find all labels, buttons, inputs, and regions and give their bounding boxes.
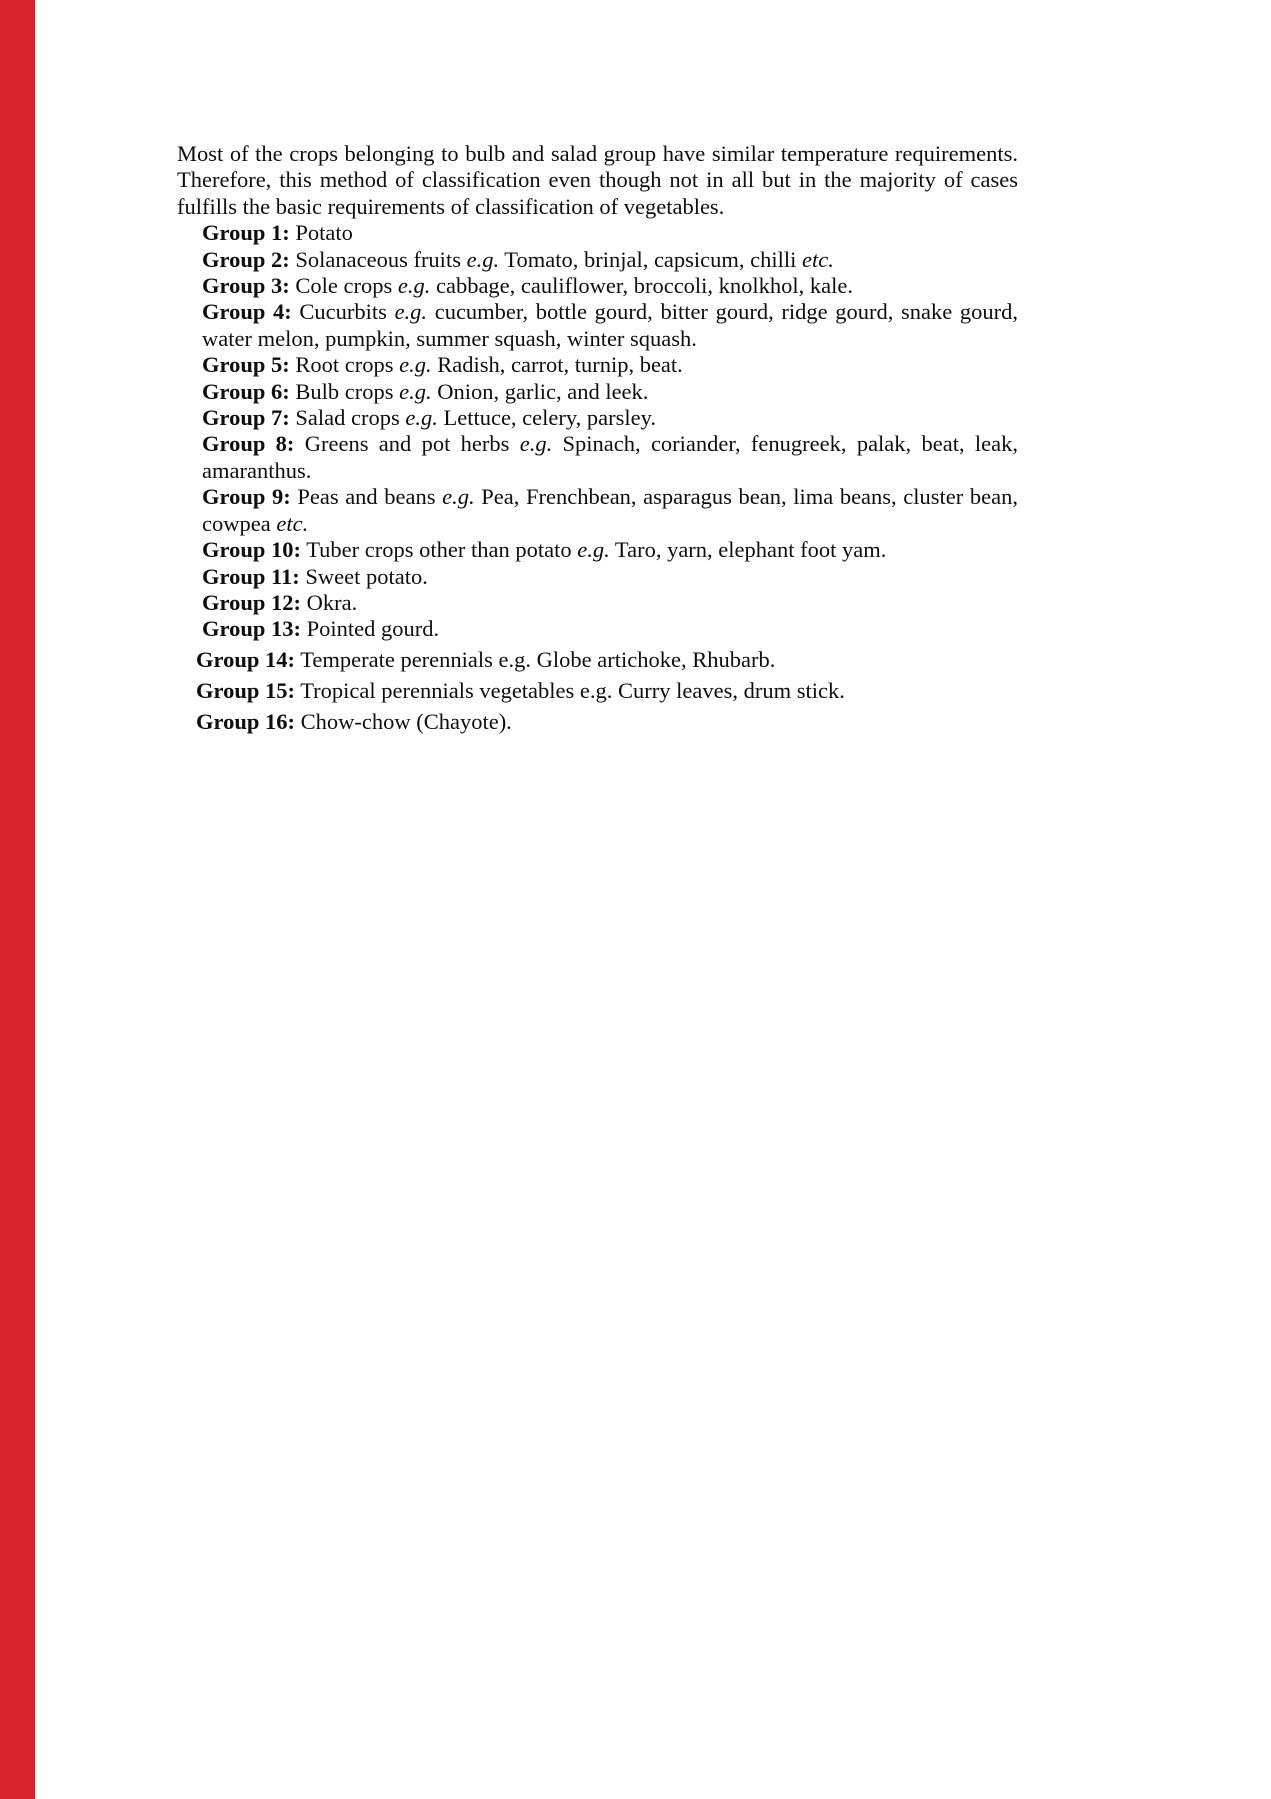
group-text-segment: Onion, garlic, and leek.: [431, 378, 649, 404]
group-label: Group 10:: [202, 537, 301, 563]
group-text-segment: e.g.: [519, 431, 553, 457]
group-label: Group 12:: [202, 589, 301, 615]
group-text-segment: Sweet potato.: [299, 563, 428, 589]
group-item: [202, 590, 1018, 616]
group-text-segment: Taro, yarn, elephant foot yam.: [609, 537, 887, 563]
group-text-segment: Solanaceous fruits: [289, 246, 467, 272]
group-text-segment: e.g.: [577, 537, 610, 563]
group-list: [196, 220, 1018, 735]
group-label: Group 16:: [196, 709, 295, 735]
group-item: [202, 379, 1018, 405]
group-text-segment: Bulb crops: [289, 378, 400, 404]
group-text-segment: Okra.: [300, 589, 358, 615]
group-item: [202, 299, 1018, 352]
group-label: Group 6:: [202, 378, 290, 404]
group-label: Group 15:: [196, 678, 295, 704]
group-label: Group 8:: [202, 431, 295, 457]
group-text-segment: e.g.: [466, 246, 500, 272]
group-text-segment: Greens and pot herbs: [294, 431, 520, 457]
group-text-segment: e.g.: [442, 484, 475, 510]
group-text-segment: Potato: [289, 220, 353, 246]
group-text-segment: Tuber crops other than potato: [300, 537, 578, 563]
left-edge-red-bar: [0, 0, 35, 1799]
group-text-segment: Peas and beans: [290, 484, 443, 510]
group-item: [202, 352, 1018, 378]
group-label: Group 5:: [202, 352, 290, 378]
group-text-segment: Salad crops: [289, 405, 406, 431]
group-label: Group 11:: [202, 563, 300, 589]
group-item: [196, 647, 1018, 673]
text-block: [177, 141, 1018, 735]
group-text-segment: e.g.: [397, 273, 431, 299]
group-text-segment: e.g.: [399, 378, 432, 404]
group-item: [202, 247, 1018, 273]
group-label: Group 13:: [202, 616, 301, 642]
group-item: [202, 220, 1018, 246]
group-text-segment: Pointed gourd.: [300, 616, 440, 642]
group-text-segment: cabbage, cauliflower, broccoli, knolkhol, kale.: [430, 273, 854, 299]
group-item: [202, 537, 1018, 563]
group-item: [202, 564, 1018, 590]
group-text-segment: e.g.: [405, 405, 438, 431]
group-text-segment: Tropical perennials vegetables e.g. Curry leaves, drum stick.: [294, 678, 845, 704]
group-item: [202, 405, 1018, 431]
group-label: Group 4:: [202, 299, 292, 325]
group-item: [202, 484, 1018, 537]
group-text-segment: cucumber, bottle gourd, bitter gourd, ridge gourd, snake gourd, water melon, pumpkin, summer squash, winter squash.: [202, 299, 1018, 351]
group-label: Group 7:: [202, 405, 290, 431]
group-item: [202, 273, 1018, 299]
group-label: Group 1:: [202, 220, 290, 246]
group-text-segment: etc.: [276, 510, 309, 536]
group-label: Group 9:: [202, 484, 291, 510]
group-text-segment: Chow-chow (Chayote).: [294, 709, 512, 735]
group-label: Group 3:: [202, 273, 290, 299]
group-text-segment: Temperate perennials e.g. Globe artichoke, Rhubarb.: [294, 647, 776, 673]
group-text-segment: Pea, Frenchbean, asparagus bean, lima beans, cluster bean, cowpea: [202, 484, 1018, 536]
group-text-segment: Spinach, coriander, fenugreek, palak, beat, leak, amaranthus.: [202, 431, 1018, 483]
group-text-segment: Tomato, brinjal, capsicum, chilli: [499, 246, 803, 272]
group-label: Group 14:: [196, 647, 295, 673]
group-text-segment: Cucurbits: [291, 299, 395, 325]
group-item: [196, 678, 1018, 704]
group-item: [202, 616, 1018, 642]
group-text-segment: Cole crops: [289, 273, 398, 299]
group-text-segment: Lettuce, celery, parsley.: [437, 405, 657, 431]
group-text-segment: etc.: [802, 246, 834, 272]
group-text-segment: e.g.: [394, 299, 428, 325]
group-text-segment: Radish, carrot, turnip, beat.: [431, 352, 683, 378]
group-text-segment: e.g.: [399, 352, 432, 378]
intro-paragraph: Most of the crops belonging to bulb and salad group have similar temperature requirements. Therefore, this method of classification even though not in all but in the majority of cases fulfills the basic requirements of classification of vegetables.: [177, 141, 1018, 219]
group-item: [196, 709, 1018, 735]
group-text-segment: Root crops: [289, 352, 400, 378]
group-item: [202, 431, 1018, 484]
group-label: Group 2:: [202, 246, 290, 272]
